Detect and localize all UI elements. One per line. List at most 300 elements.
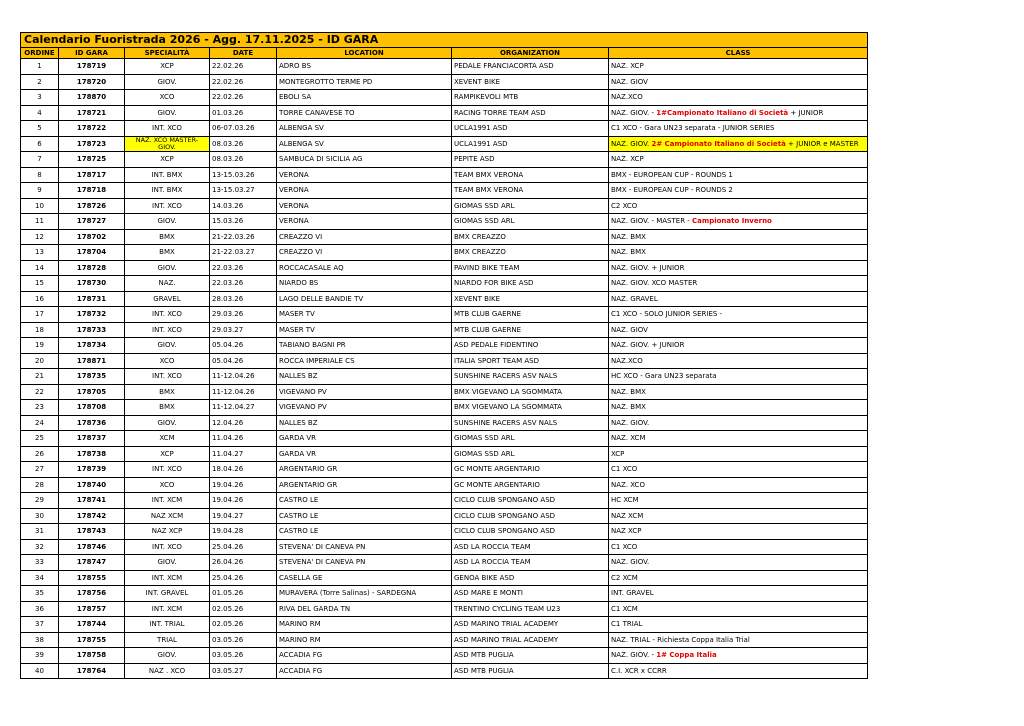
cell-specialita: GIOV. [125, 338, 210, 354]
class-text: HC XCO - Gara UN23 separata [611, 372, 717, 381]
cell-specialita: GIOV. [125, 555, 210, 571]
class-text: NAZ. XCP [611, 155, 644, 164]
cell-class [609, 446, 868, 462]
cell-specialita: INT. XCO [125, 539, 210, 555]
cell-date: 08.03.26 [210, 152, 277, 168]
cell-date: 19.04.26 [210, 477, 277, 493]
table-row [21, 74, 868, 90]
cell-class [609, 105, 868, 121]
class-highlight-text: 2# Campionato Italiano di Società [651, 139, 786, 148]
cell-organization: GIOMAS SSD ARL [452, 198, 609, 214]
table-row [21, 400, 868, 416]
cell-location: EBOLI SA [277, 90, 452, 106]
cell-id-gara: 178736 [59, 415, 125, 431]
cell-organization: GIOMAS SSD ARL [452, 214, 609, 230]
cell-id-gara: 178747 [59, 555, 125, 571]
cell-id-gara: 178735 [59, 369, 125, 385]
table-row [21, 555, 868, 571]
cell-id-gara: 178739 [59, 462, 125, 478]
cell-specialita: INT. XCM [125, 493, 210, 509]
cell-specialita: INT. XCO [125, 307, 210, 323]
cell-id-gara: 178728 [59, 260, 125, 276]
class-text: C1 XCO [611, 465, 638, 474]
table-row [21, 167, 868, 183]
table-row [21, 322, 868, 338]
table-row [21, 121, 868, 137]
cell-ordine: 22 [21, 384, 59, 400]
cell-organization: PAVIND BIKE TEAM [452, 260, 609, 276]
table-row [21, 369, 868, 385]
class-text: NAZ. GIOV. + JUNIOR [611, 263, 685, 272]
cell-ordine: 14 [21, 260, 59, 276]
cell-class [609, 617, 868, 633]
cell-location: NALLES BZ [277, 369, 452, 385]
cell-location: RIVA DEL GARDA TN [277, 601, 452, 617]
col-header-location: LOCATION [277, 48, 452, 59]
table-row [21, 136, 868, 152]
cell-location: CREAZZO VI [277, 245, 452, 261]
class-text: HC XCM [611, 496, 639, 505]
cell-class [609, 400, 868, 416]
cell-id-gara: 178757 [59, 601, 125, 617]
cell-ordine: 2 [21, 74, 59, 90]
table-row [21, 431, 868, 447]
cell-specialita: GIOV. [125, 648, 210, 664]
cell-organization: GIOMAS SSD ARL [452, 446, 609, 462]
cell-id-gara: 178720 [59, 74, 125, 90]
col-header-specialita: SPECIALITÀ [125, 48, 210, 59]
col-header-date: DATE [210, 48, 277, 59]
cell-location: VERONA [277, 183, 452, 199]
cell-specialita: INT. XCO [125, 369, 210, 385]
cell-date: 22.02.26 [210, 59, 277, 75]
table-row [21, 338, 868, 354]
cell-organization: NIARDO FOR BIKE ASD [452, 276, 609, 292]
class-text: NAZ. XCP [611, 62, 644, 71]
cell-date: 19.04.26 [210, 493, 277, 509]
class-text: NAZ. BMX [611, 403, 646, 412]
cell-class [609, 291, 868, 307]
cell-ordine: 28 [21, 477, 59, 493]
cell-ordine: 15 [21, 276, 59, 292]
cell-specialita: GIOV. [125, 214, 210, 230]
cell-class [609, 431, 868, 447]
cell-class [609, 648, 868, 664]
class-text: NAZ XCM [611, 511, 644, 520]
cell-location: SAMBUCA DI SICILIA AG [277, 152, 452, 168]
cell-organization: UCLA1991 ASD [452, 121, 609, 137]
class-tail-text: + JUNIOR [788, 108, 824, 117]
table-row [21, 105, 868, 121]
class-text: NAZ.XCO [611, 93, 643, 102]
cell-location: MURAVERA (Torre Salinas) - SARDEGNA [277, 586, 452, 602]
cell-specialita: XCO [125, 353, 210, 369]
cell-id-gara: 178722 [59, 121, 125, 137]
cell-class [609, 214, 868, 230]
class-text: NAZ. GIOV. [611, 558, 650, 567]
cell-class [609, 477, 868, 493]
cell-date: 11.04.27 [210, 446, 277, 462]
cell-id-gara: 178719 [59, 59, 125, 75]
cell-specialita: TRIAL [125, 632, 210, 648]
table-row [21, 260, 868, 276]
class-text: NAZ. XCO [611, 480, 645, 489]
cell-location: ADRO BS [277, 59, 452, 75]
class-text: NAZ. BMX [611, 232, 646, 241]
cell-specialita: NAZ . XCO [125, 663, 210, 679]
cell-location: VERONA [277, 167, 452, 183]
cell-date: 19.04.28 [210, 524, 277, 540]
cell-organization: ASD LA ROCCIA TEAM [452, 539, 609, 555]
cell-organization: GC MONTE ARGENTARIO [452, 477, 609, 493]
col-header-id-gara: ID GARA [59, 48, 125, 59]
table-row [21, 384, 868, 400]
cell-date: 21-22.03.26 [210, 229, 277, 245]
cell-specialita: GIOV. [125, 74, 210, 90]
cell-date: 13-15.03.26 [210, 167, 277, 183]
cell-class [609, 322, 868, 338]
cell-ordine: 13 [21, 245, 59, 261]
cell-organization: TEAM BMX VERONA [452, 183, 609, 199]
cell-organization: TRENTINO CYCLING TEAM U23 [452, 601, 609, 617]
sheet-title: Calendario Fuoristrada 2026 - Agg. 17.11.2025 - ID GARA [21, 33, 868, 48]
cell-class [609, 90, 868, 106]
cell-ordine: 16 [21, 291, 59, 307]
cell-ordine: 3 [21, 90, 59, 106]
cell-organization: MTB CLUB GAERNE [452, 322, 609, 338]
cell-id-gara: 178738 [59, 446, 125, 462]
class-text: C2 XCM [611, 573, 638, 582]
cell-date: 11-12.04.26 [210, 384, 277, 400]
cell-date: 13-15.03.27 [210, 183, 277, 199]
table-row [21, 648, 868, 664]
cell-specialita: BMX [125, 384, 210, 400]
cell-id-gara: 178730 [59, 276, 125, 292]
cell-date: 18.04.26 [210, 462, 277, 478]
cell-date: 28.03.26 [210, 291, 277, 307]
cell-id-gara: 178705 [59, 384, 125, 400]
cell-class [609, 229, 868, 245]
cell-location: CASELLA GE [277, 570, 452, 586]
cell-location: NALLES BZ [277, 415, 452, 431]
cell-class [609, 152, 868, 168]
cell-class [609, 59, 868, 75]
cell-class [609, 276, 868, 292]
cell-organization: GC MONTE ARGENTARIO [452, 462, 609, 478]
cell-organization: RACING TORRE TEAM ASD [452, 105, 609, 121]
cell-id-gara: 178870 [59, 90, 125, 106]
table-row [21, 601, 868, 617]
class-text: C2 XCO [611, 201, 638, 210]
cell-class [609, 74, 868, 90]
class-text: XCP [611, 449, 625, 458]
cell-ordine: 20 [21, 353, 59, 369]
cell-id-gara: 178732 [59, 307, 125, 323]
table-row [21, 183, 868, 199]
class-text: C1 XCO - Gara UN23 separata - JUNIOR SERIES [611, 124, 775, 133]
table-row [21, 462, 868, 478]
table-row [21, 617, 868, 633]
cell-organization: BMX CREAZZO [452, 245, 609, 261]
cell-specialita: INT. TRIAL [125, 617, 210, 633]
cell-date: 26.04.26 [210, 555, 277, 571]
cell-specialita: XCP [125, 446, 210, 462]
class-highlight-text: 1# Coppa Italia [656, 651, 717, 660]
table-row [21, 353, 868, 369]
cell-id-gara: 178731 [59, 291, 125, 307]
cell-class [609, 570, 868, 586]
cell-class [609, 415, 868, 431]
cell-specialita: GRAVEL [125, 291, 210, 307]
cell-class [609, 601, 868, 617]
table-row [21, 586, 868, 602]
cell-organization: ASD MARE E MONTI [452, 586, 609, 602]
cell-ordine: 18 [21, 322, 59, 338]
cell-organization: GENOA BIKE ASD [452, 570, 609, 586]
cell-specialita: INT. XCM [125, 601, 210, 617]
cell-id-gara: 178734 [59, 338, 125, 354]
cell-specialita: XCP [125, 152, 210, 168]
cell-id-gara: 178725 [59, 152, 125, 168]
cell-location: CREAZZO VI [277, 229, 452, 245]
cell-date: 02.05.26 [210, 601, 277, 617]
cell-class [609, 121, 868, 137]
cell-organization: ITALIA SPORT TEAM ASD [452, 353, 609, 369]
class-text: BMX - EUROPEAN CUP - ROUNDS 1 [611, 170, 733, 179]
cell-specialita: NAZ XCP [125, 524, 210, 540]
cell-location: CASTRO LE [277, 508, 452, 524]
class-text: NAZ. GIOV. XCO MASTER [611, 279, 698, 288]
class-text: NAZ XCP [611, 527, 642, 536]
cell-date: 14.03.26 [210, 198, 277, 214]
table-row [21, 415, 868, 431]
cell-location: ROCCACASALE AQ [277, 260, 452, 276]
cell-date: 11-12.04.27 [210, 400, 277, 416]
cell-id-gara: 178717 [59, 167, 125, 183]
cell-specialita: GIOV. [125, 105, 210, 121]
cell-date: 01.03.26 [210, 105, 277, 121]
cell-ordine: 38 [21, 632, 59, 648]
table-row [21, 229, 868, 245]
cell-ordine: 6 [21, 136, 59, 152]
cell-id-gara: 178758 [59, 648, 125, 664]
cell-class [609, 493, 868, 509]
cell-organization: ASD MARINO TRIAL ACADEMY [452, 617, 609, 633]
class-text: NAZ. BMX [611, 387, 646, 396]
cell-ordine: 36 [21, 601, 59, 617]
cell-id-gara: 178742 [59, 508, 125, 524]
cell-specialita: XCP [125, 59, 210, 75]
table-row [21, 477, 868, 493]
cell-organization: GIOMAS SSD ARL [452, 431, 609, 447]
cell-ordine: 12 [21, 229, 59, 245]
cell-class [609, 245, 868, 261]
cell-location: VIGEVANO PV [277, 400, 452, 416]
cell-location: TORRE CANAVESE TO [277, 105, 452, 121]
cell-location: MARINO RM [277, 632, 452, 648]
cell-date: 25.04.26 [210, 570, 277, 586]
cell-ordine: 27 [21, 462, 59, 478]
class-text: NAZ. GIOV. - [611, 108, 657, 117]
col-header-ordine: ORDINE [21, 48, 59, 59]
cell-specialita: INT. XCO [125, 322, 210, 338]
cell-class [609, 307, 868, 323]
cell-ordine: 9 [21, 183, 59, 199]
cell-organization: BMX VIGEVANO LA SGOMMATA [452, 384, 609, 400]
cell-organization: SUNSHINE RACERS ASV NALS [452, 415, 609, 431]
cell-id-gara: 178740 [59, 477, 125, 493]
cell-specialita: NAZ. XCO MASTER-GIOV. [125, 136, 210, 152]
class-text: NAZ. GIOV. - MASTER - [611, 217, 693, 226]
class-highlight-text: 1#Campionato Italiano di Società [656, 108, 789, 117]
table-row [21, 291, 868, 307]
cell-location: TABIANO BAGNI PR [277, 338, 452, 354]
cell-organization: UCLA1991 ASD [452, 136, 609, 152]
table-row [21, 493, 868, 509]
cell-class [609, 167, 868, 183]
cell-organization: CICLO CLUB SPONGANO ASD [452, 508, 609, 524]
cell-location: CASTRO LE [277, 524, 452, 540]
cell-specialita: INT. XCO [125, 198, 210, 214]
class-text: C1 TRIAL [611, 620, 643, 629]
cell-date: 03.05.26 [210, 648, 277, 664]
cell-organization: MTB CLUB GAERNE [452, 307, 609, 323]
cell-ordine: 21 [21, 369, 59, 385]
cell-id-gara: 178708 [59, 400, 125, 416]
table-row [21, 198, 868, 214]
cell-location: GARDA VR [277, 431, 452, 447]
cell-ordine: 29 [21, 493, 59, 509]
class-text: NAZ. GRAVEL [611, 294, 658, 303]
cell-specialita: NAZ. [125, 276, 210, 292]
cell-location: ARGENTARIO GR [277, 462, 452, 478]
cell-id-gara: 178756 [59, 586, 125, 602]
cell-ordine: 1 [21, 59, 59, 75]
cell-date: 11.04.26 [210, 431, 277, 447]
cell-ordine: 30 [21, 508, 59, 524]
class-text: C.I. XCR x CCRR [611, 666, 667, 675]
cell-organization: PEPITE ASD [452, 152, 609, 168]
class-text: NAZ. GIOV. [611, 418, 650, 427]
cell-location: ALBENGA SV [277, 136, 452, 152]
cell-date: 22.03.26 [210, 276, 277, 292]
cell-date: 21-22.03.27 [210, 245, 277, 261]
cell-ordine: 26 [21, 446, 59, 462]
cell-class [609, 663, 868, 679]
cell-id-gara: 178727 [59, 214, 125, 230]
cell-organization: TEAM BMX VERONA [452, 167, 609, 183]
cell-date: 01.05.26 [210, 586, 277, 602]
table-row [21, 245, 868, 261]
table-row [21, 152, 868, 168]
cell-date: 12.04.26 [210, 415, 277, 431]
cell-organization: RAMPIKEVOLI MTB [452, 90, 609, 106]
cell-location: CASTRO LE [277, 493, 452, 509]
cell-organization: XEVENT BIKE [452, 74, 609, 90]
cell-location: MASER TV [277, 322, 452, 338]
cell-specialita: INT. GRAVEL [125, 586, 210, 602]
cell-location: VIGEVANO PV [277, 384, 452, 400]
class-text: NAZ. XCM [611, 434, 646, 443]
class-text: C1 XCO [611, 542, 638, 551]
class-text: C1 XCM [611, 604, 638, 613]
class-text: NAZ. GIOV. + JUNIOR [611, 341, 685, 350]
cell-id-gara: 178726 [59, 198, 125, 214]
cell-class [609, 338, 868, 354]
cell-class [609, 183, 868, 199]
cell-ordine: 7 [21, 152, 59, 168]
table-row [21, 59, 868, 75]
cell-date: 19.04.27 [210, 508, 277, 524]
class-text: NAZ. GIOV [611, 325, 648, 334]
table-row [21, 632, 868, 648]
table-row [21, 570, 868, 586]
cell-organization: BMX VIGEVANO LA SGOMMATA [452, 400, 609, 416]
cell-location: ACCADIA FG [277, 663, 452, 679]
cell-ordine: 39 [21, 648, 59, 664]
cell-specialita: GIOV. [125, 260, 210, 276]
table-row [21, 276, 868, 292]
cell-ordine: 10 [21, 198, 59, 214]
cell-date: 29.03.27 [210, 322, 277, 338]
table-body [21, 59, 868, 679]
cell-ordine: 25 [21, 431, 59, 447]
table-row [21, 214, 868, 230]
cell-specialita: INT. XCO [125, 462, 210, 478]
race-calendar-table [20, 32, 868, 679]
cell-ordine: 8 [21, 167, 59, 183]
cell-date: 02.05.26 [210, 617, 277, 633]
cell-location: STEVENA' DI CANEVA PN [277, 539, 452, 555]
cell-organization: ASD MTB PUGLIA [452, 663, 609, 679]
cell-specialita: BMX [125, 400, 210, 416]
cell-location: GARDA VR [277, 446, 452, 462]
cell-specialita: GIOV. [125, 415, 210, 431]
cell-ordine: 37 [21, 617, 59, 633]
cell-class [609, 369, 868, 385]
cell-specialita: XCO [125, 90, 210, 106]
class-text: INT. GRAVEL [611, 589, 654, 598]
cell-location: MARINO RM [277, 617, 452, 633]
cell-ordine: 5 [21, 121, 59, 137]
cell-ordine: 34 [21, 570, 59, 586]
table-row [21, 446, 868, 462]
cell-id-gara: 178744 [59, 617, 125, 633]
cell-location: ACCADIA FG [277, 648, 452, 664]
cell-specialita: BMX [125, 229, 210, 245]
cell-ordine: 19 [21, 338, 59, 354]
cell-id-gara: 178755 [59, 632, 125, 648]
cell-organization: ASD MARINO TRIAL ACADEMY [452, 632, 609, 648]
cell-ordine: 4 [21, 105, 59, 121]
cell-location: MONTEGROTTO TERME PD [277, 74, 452, 90]
table-row [21, 508, 868, 524]
cell-ordine: 35 [21, 586, 59, 602]
header-row [21, 48, 868, 59]
cell-id-gara: 178702 [59, 229, 125, 245]
cell-class [609, 462, 868, 478]
cell-id-gara: 178721 [59, 105, 125, 121]
cell-class [609, 539, 868, 555]
cell-location: STEVENA' DI CANEVA PN [277, 555, 452, 571]
cell-organization: SUNSHINE RACERS ASV NALS [452, 369, 609, 385]
cell-class [609, 524, 868, 540]
cell-location: ALBENGA SV [277, 121, 452, 137]
cell-organization: ASD LA ROCCIA TEAM [452, 555, 609, 571]
col-header-class: CLASS [609, 48, 868, 59]
table-row [21, 90, 868, 106]
cell-class [609, 508, 868, 524]
